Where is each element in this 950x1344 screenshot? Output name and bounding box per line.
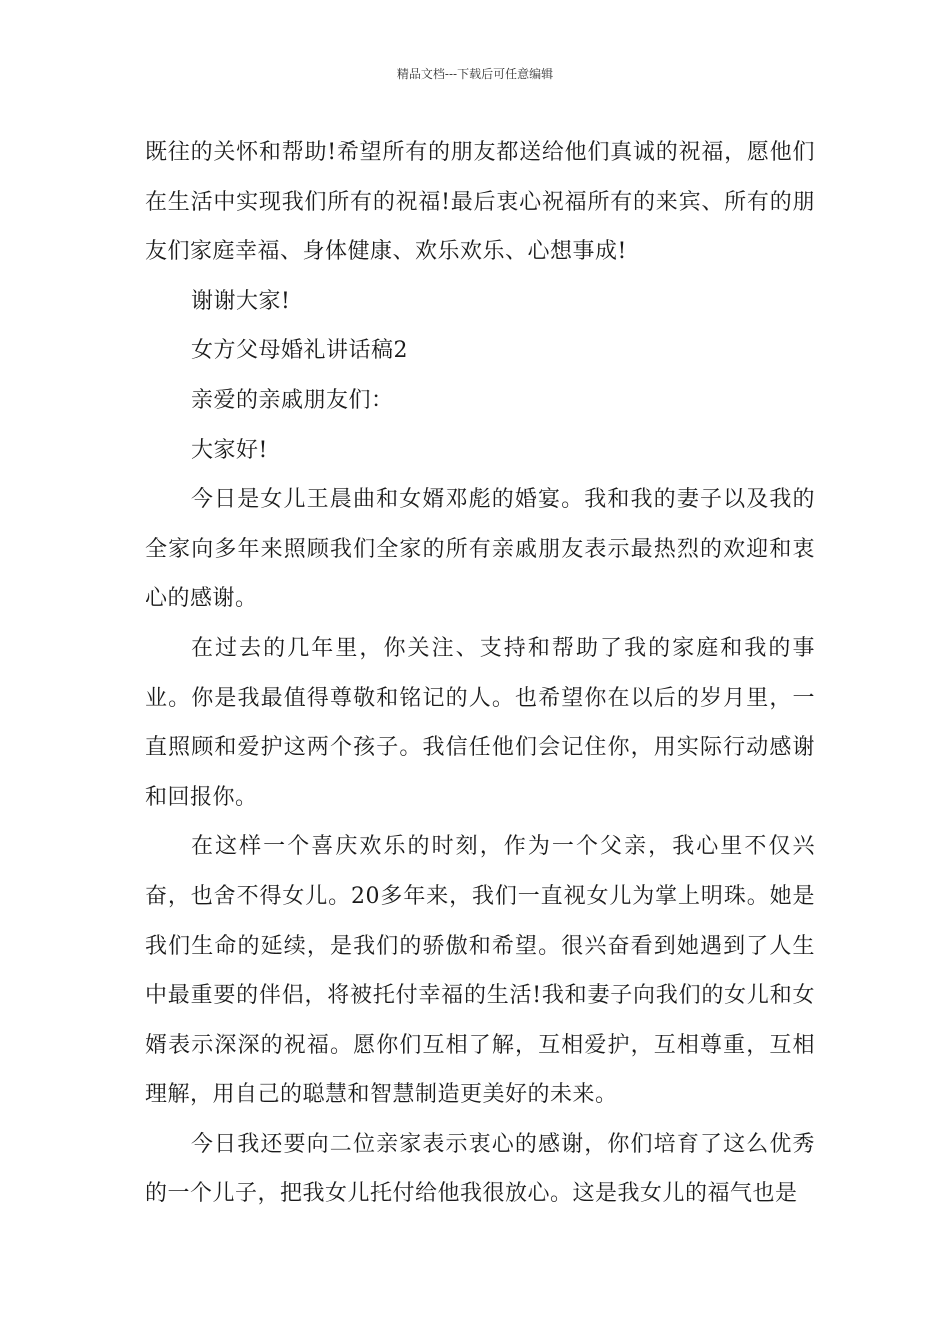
paragraph-continuation: 既往的关怀和帮助!希望所有的朋友都送给他们真诚的祝福，愿他们在生活中实现我们所有的祝福!最后衷心祝福所有的来宾、所有的朋友们家庭幸福、身体健康、欢乐欢乐、心想事成! — [145, 140, 815, 265]
paragraph-thanks: 谢谢大家! — [191, 288, 291, 314]
paragraph-welcome: 今日是女儿王晨曲和女婿邓彪的婚宴。我和我的妻子以及我的全家向多年来照顾我们全家的所有亲戚朋友表示最热烈的欢迎和衷心的感谢。 — [145, 487, 815, 612]
paragraph-father: 在这样一个喜庆欢乐的时刻，作为一个父亲，我心里不仅兴奋，也舍不得女儿。20多年来，我们一直视女儿为掌上明珠。她是我们生命的延续，是我们的骄傲和希望。很兴奋看到她遇到了人生中最重要的伴侣，将被托付幸福的生活!我和妻子向我们的女儿和女婿表示深深的祝福。愿你们互相了解，互相爱护，互相尊重，互相理解，用自己的聪慧和智慧制造更美好的未来。 — [145, 834, 815, 1108]
paragraph-gratitude: 在过去的几年里，你关注、支持和帮助了我的家庭和我的事业。你是我最值得尊敬和铭记的人。也希望你在以后的岁月里，一直照顾和爱护这两个孩子。我信任他们会记住你，用实际行动感谢和回报你。 — [145, 635, 815, 810]
page-header: 精品文档---下载后可任意编辑 — [396, 67, 554, 81]
document-body — [145, 128, 815, 1219]
salutation: 亲爱的亲戚朋友们： — [191, 387, 394, 413]
paragraph-in-laws: 今日我还要向二位亲家表示衷心的感谢，你们培育了这么优秀的一个儿子，把我女儿托付给他我很放心。这是我女儿的福气也是 — [145, 1131, 815, 1207]
greeting: 大家好! — [191, 437, 268, 463]
section-title: 女方父母婚礼讲话稿2 — [191, 338, 408, 364]
